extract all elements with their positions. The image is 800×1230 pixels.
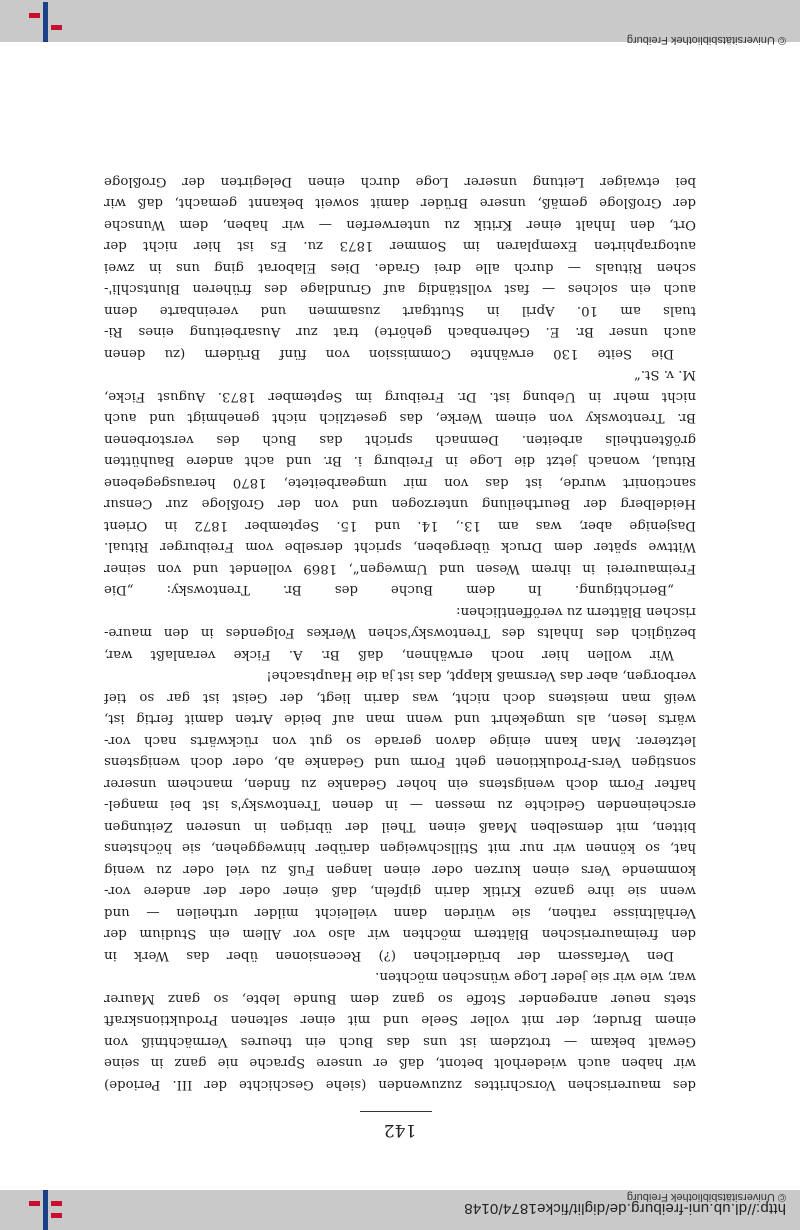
text-line: letzterer. Man kann einige davon gerade so gut von rückwärts nach vor- <box>104 733 696 748</box>
page-text <box>104 171 696 1096</box>
text-line: Gewalt bekam — trotzdem ist uns das Buch ein theures Vermächtniß von <box>104 1034 696 1049</box>
text-line: weiß man meistens doch nicht, was darin liegt, der Geist ist gar so tief <box>104 690 696 705</box>
text-line: war, wie wir sie jeder Loge wünschen möchten. <box>375 969 696 985</box>
text-line: auch ein solches — fast vollständig auf Grundlage des früheren Bluntschli'- <box>104 281 696 297</box>
text-line: erscheinenden Gedichte zu messen — in denen Trentowsky's ist bei mangel- <box>104 797 696 813</box>
header-rule <box>360 1111 432 1112</box>
footer-bar <box>0 0 800 46</box>
library-logo-icon <box>26 1190 66 1230</box>
text-line: Heidelberg der Beurtheilung unterzogen und von der Großloge zur Censur <box>104 496 696 512</box>
text-line: wir haben auch wiederholt betont, daß er unsere Sprache nie ganz in seine <box>104 1055 696 1071</box>
text-line: sanctionirt wurde, ist das von mir umgearbeitete, 1870 herausgegebene <box>104 475 696 490</box>
text-line: hat, so können wir nur mit Stillschweigen darüber hinweggehen, sie höchstens <box>104 840 696 856</box>
text-line: Wittwe später dem Druck übergeben, spricht derselbe vom Freiburger Ritual. <box>104 539 696 555</box>
text-line: Verhältnisse rathen, sie würden dann vielleicht milder urtheilen — und <box>104 905 696 920</box>
text-line: bezüglich des Inhalts des Trentowsky'schen Werkes Folgendes in den maure- <box>104 625 696 641</box>
text-line: „Berichtigung. In dem Buche des Br. Trentowsky: „Die <box>104 582 674 598</box>
text-line: auch unser Br. E. Gehrenbach gehörte) trat zur Ausarbeitung eines Ri- <box>104 324 696 340</box>
text-line: Br. Trentowsky von einem Werke, das gesetzlich nicht genehmigt und auch <box>104 410 696 426</box>
text-line: schen Rituals — durch alle drei Grade. Dies Elaborat ging uns in zwei <box>104 260 696 275</box>
text-line: Die Seite 130 erwähnte Commission von fünf Brüdern (zu denen <box>104 346 674 361</box>
text-line: der Großloge gemäß, unsere Brüder damit soweit bekannt gemacht, daß wir <box>104 195 696 211</box>
text-line: bei etwaiger Leitung unserer Loge durch einen Delegirten der Großloge <box>104 174 696 189</box>
library-logo-icon-footer <box>26 2 66 42</box>
text-line: autographirten Exemplaren im Sommer 1873 zu. Es ist hier nicht der <box>104 238 696 254</box>
text-line: Dasjenige aber, was am 13., 14. und 15. September 1872 in Orient <box>104 518 696 533</box>
text-line: kommende Vers einen kurzen oder einen langen Fuß zu viel oder zu wenig <box>104 862 696 877</box>
text-line: hafter Form doch wenigstens ein hoher Gedanke zu finden, manchem unserer <box>104 776 696 791</box>
text-line: größtentheils arbeiten. Demnach spricht das Buch des verstorbenen <box>104 432 696 447</box>
text-line: M. v. St.“ <box>634 367 696 383</box>
text-line: wenn sie ihre ganze Kritik darin gipfeln, daß einer oder der andere vor- <box>104 883 696 899</box>
text-line: tuals am 10. April in Stuttgart zusammen und vereinbarte denn <box>104 303 696 318</box>
text-line: des maurerischen Vorschrittes zuzuwenden (siehe Geschichte der III. Periode) <box>104 1077 696 1092</box>
text-line: den freimaurerischen Blättern möchten wir also vor Allem ein Studium der <box>104 926 696 942</box>
text-line: verborgen, aber das Versmaß klappt, das ist ja die Hauptsache! <box>266 668 696 684</box>
text-line: Ort, den Inhalt einer Kritik zu unterwerfen — wir haben, dem Wunsche <box>104 217 696 232</box>
text-line: Den Verfassern der brüderlichen (?) Recensionen über das Werk in <box>104 948 674 963</box>
text-line: wärts lesen, als umgekehrt und wenn man auf beide Arten damit fertig ist, <box>104 711 696 727</box>
text-line: Ritual, wonach jetzt die Loge in Freiburg i. Br. und acht andere Bauhütten <box>104 453 696 469</box>
text-line: nicht mehr in Uebung ist. Dr. Freiburg im September 1873. August Ficke, <box>104 389 696 404</box>
copyright-notice: © Universitätsbibliothek Freiburg <box>626 1191 786 1203</box>
source-url[interactable]: http://dl.ub.uni-freiburg.de/diglit/ficke1874/0148 <box>464 1200 786 1217</box>
copyright-notice-footer: © Universitätsbibliothek Freiburg <box>626 34 786 46</box>
header-bar <box>0 1190 800 1230</box>
text-line: Wir wollen hier noch erwähnen, daß Br. A. Ficke veranlaßt war, <box>104 647 674 662</box>
text-line: Freimaurerei in ihrem Wesen und Umwegen“, 1869 vollendet und von seiner <box>104 561 696 576</box>
text-line: sonstigen Vers-Produktionen geht Form und Gedanke ab, oder doch wenigstens <box>104 754 696 770</box>
text-line: stets neuer anregender Stoffe so ganz dem Bunde lebte, so ganz Maurer <box>104 991 696 1006</box>
text-line: rischen Blättern zu veröffentlichen: <box>456 604 696 619</box>
text-line: einem Bruder, der mit voller Seele und mit einer seltenen Produktionskraft <box>104 1012 696 1028</box>
text-line: bitten, mit demselben Maaß einen Theil der übrigen in unseren Zeitungen <box>104 819 696 834</box>
page-number: 142 <box>383 1120 417 1140</box>
